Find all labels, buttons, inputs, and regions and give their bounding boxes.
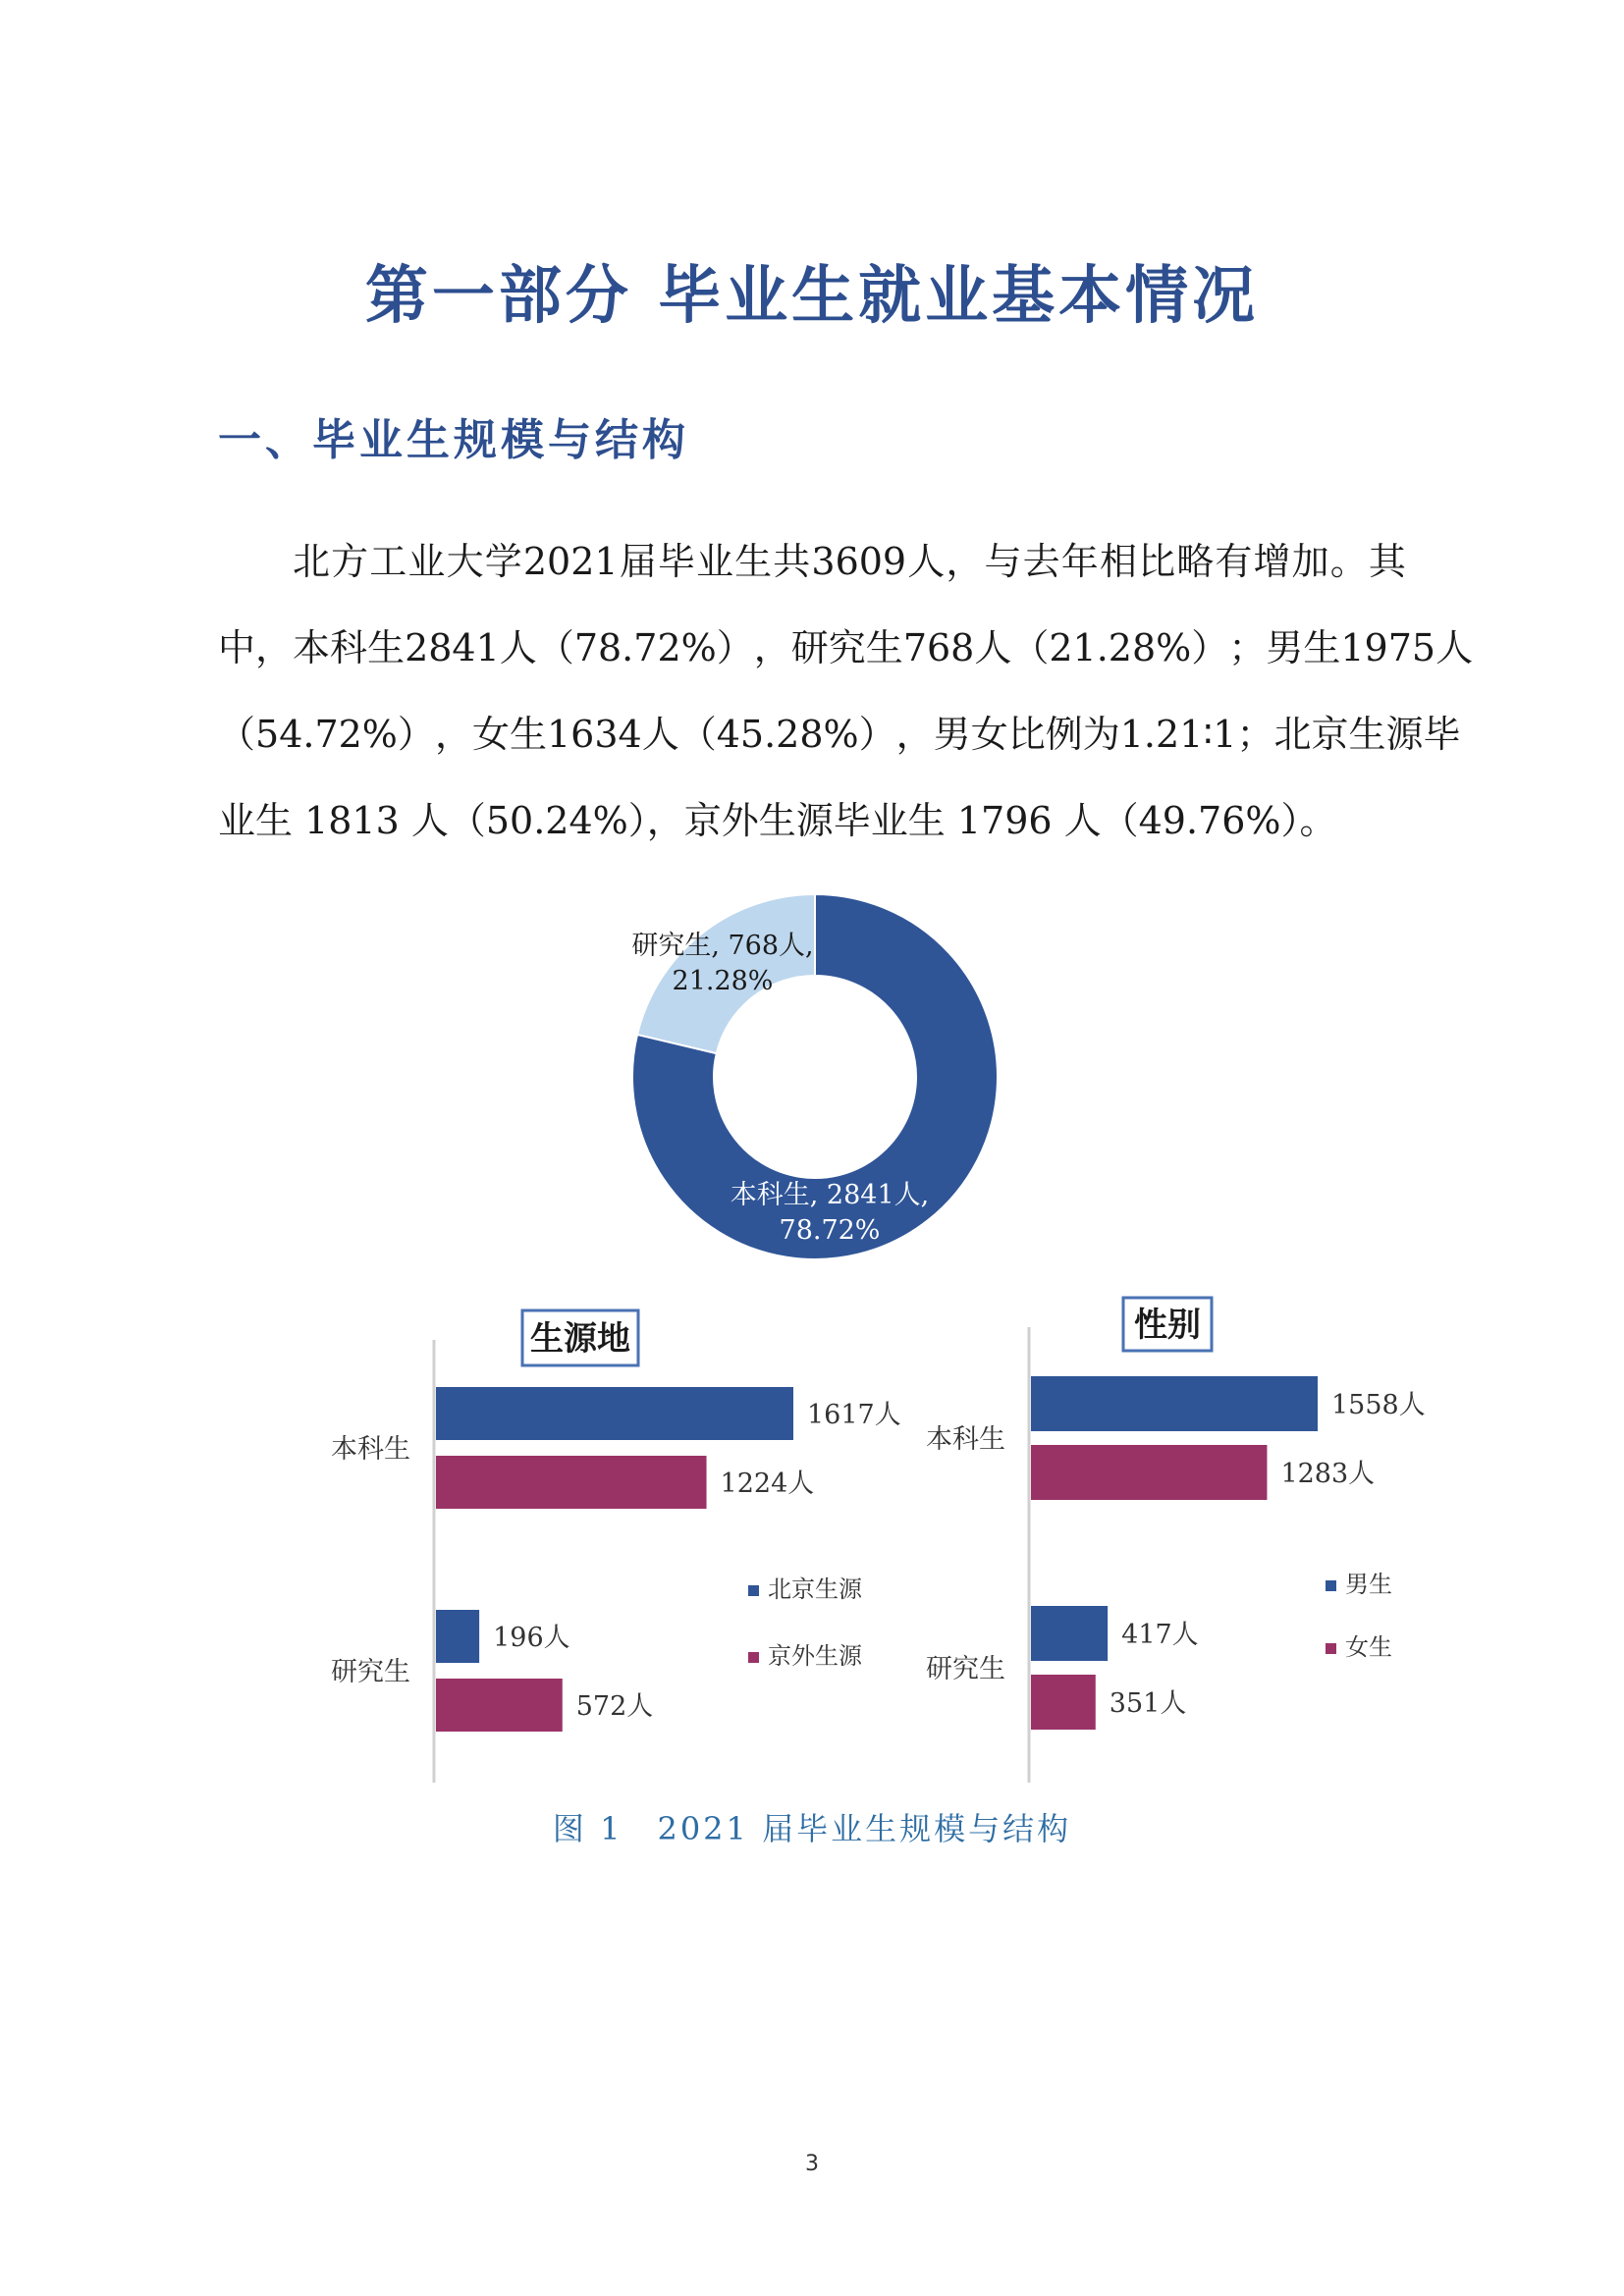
section-title: 一、毕业生规模与结构 [218, 415, 689, 465]
category-label: 研究生 [926, 1654, 1005, 1684]
category-label: 研究生 [331, 1657, 410, 1687]
bar [1031, 1445, 1267, 1500]
donut-label-graduate: 研究生, 768人, 21.28% [631, 931, 814, 996]
data-label: 417人 [1121, 1620, 1199, 1650]
data-label: 1558人 [1331, 1390, 1426, 1420]
legend-swatch [1326, 1580, 1336, 1591]
paragraph-line: （ 54.72% ） ， 女 生 1634 人 （ 45.28% ） ， 男 女 比 例 为 1.21 ∶ 1 ； 北 京 生 源 毕 [218, 713, 1461, 756]
bar [436, 1387, 793, 1440]
paragraph-line: 业生 1813 人（50.24%），京外生源毕业生 1796 人（49.76%）。 [218, 799, 1337, 842]
bar [436, 1456, 707, 1509]
legend-label: 京外生源 [768, 1642, 862, 1670]
chart-title: 生源地 [530, 1319, 630, 1359]
data-label: 572人 [575, 1691, 654, 1722]
legend-swatch [1326, 1643, 1336, 1654]
paragraph-line: 北 方 工 业 大 学 2021 届 毕 业 生 共 3609 人 ， 与 去 年 相 比 略 有 增 加 。 其 [293, 540, 1406, 583]
legend-swatch [748, 1652, 759, 1663]
data-label: 351人 [1109, 1688, 1187, 1719]
paragraph-line: 中 ， 本 科 生 2841 人 （ 78.72% ） ， 研 究 生 768 人 （ 21.28% ） ； 男 生 1975 人 [218, 626, 1474, 669]
legend-label: 北京生源 [768, 1575, 862, 1603]
donut-label-undergraduate: 本科生, 2841人, 78.72% [730, 1180, 930, 1246]
bar [1031, 1675, 1096, 1730]
page-title: 第一部分 毕业生就业基本情况 [364, 260, 1260, 333]
bar [436, 1610, 479, 1663]
data-label: 1224人 [720, 1468, 815, 1499]
bar [436, 1679, 563, 1732]
legend-label: 女生 [1345, 1633, 1392, 1661]
legend-swatch [748, 1585, 759, 1596]
data-label: 1617人 [807, 1400, 901, 1430]
legend-label: 男生 [1345, 1571, 1392, 1598]
figure-caption: 图 1 2021 届毕业生规模与结构 [552, 1810, 1072, 1847]
bar [1031, 1376, 1318, 1431]
data-label: 196人 [493, 1623, 570, 1653]
category-label: 本科生 [926, 1424, 1005, 1455]
category-label: 本科生 [331, 1434, 410, 1465]
bar [1031, 1606, 1108, 1661]
page-number: 3 [805, 2152, 819, 2176]
data-label: 1283人 [1280, 1459, 1376, 1489]
chart-title: 性别 [1134, 1306, 1201, 1345]
